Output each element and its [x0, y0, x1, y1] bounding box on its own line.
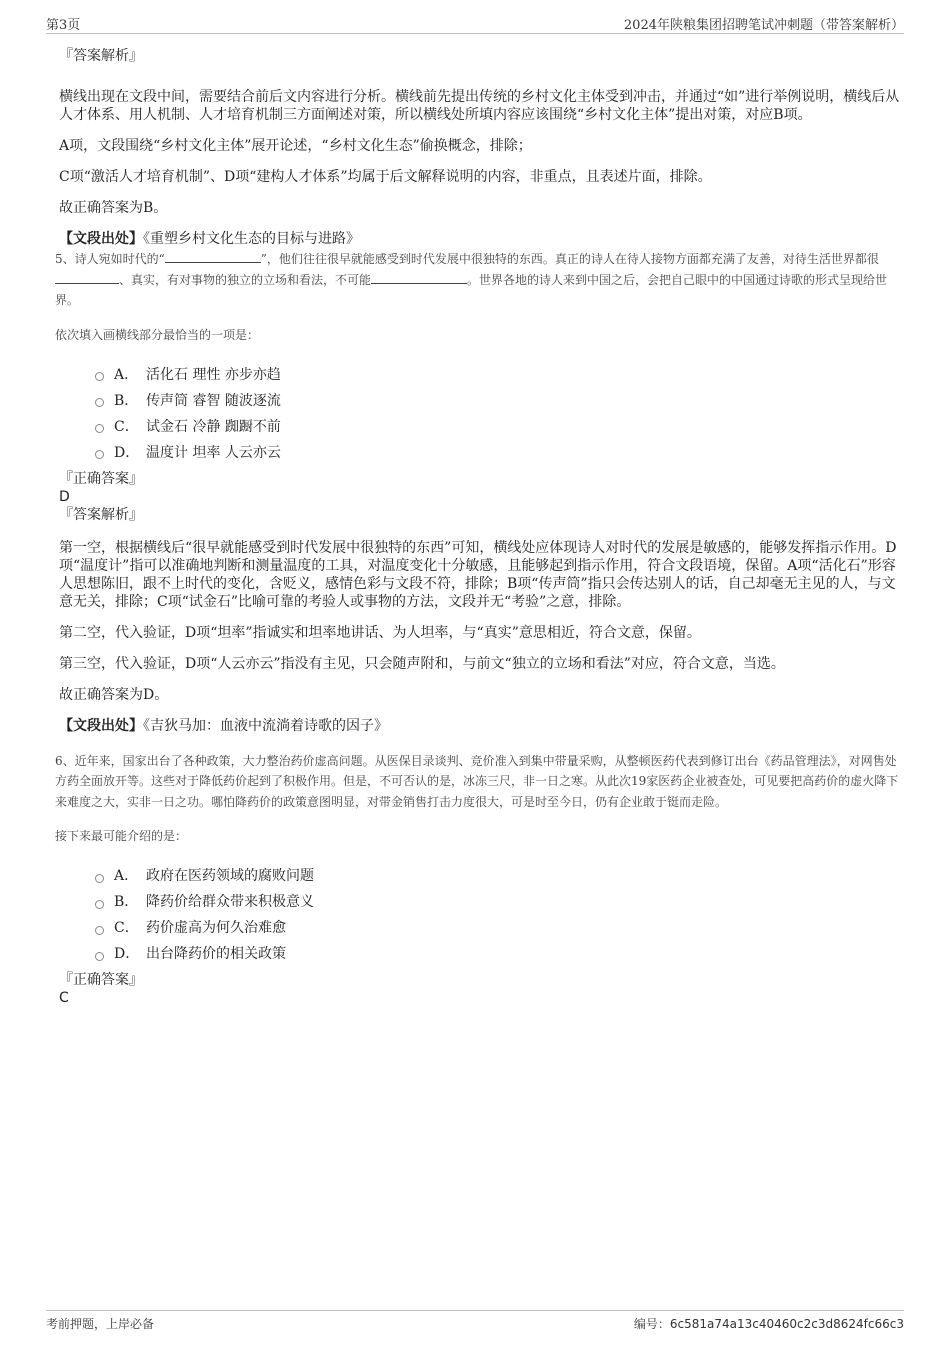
- question-6-stem: 6、近年来，国家出台了各种政策，大力整治药价虚高问题。从医保目录谈判、竞价准入到集中带量采购，从整顿医药代表到修订出台《药品管理法》，对网售处方药全面放开等。这些对于降低药价起到了积极作用。但是，不可否认的是，冰冻三尺，非一日之寒。从此次19家医药企业被查处，可见要把高药价的虚火降下来难度之大，实非一日之功。哪怕降药价的政策意图明显，对带金销售打击力度很大，可是时至今日，仍有企业敢于铤而走险。: [55, 753, 899, 809]
- q5-analysis-paragraph: 第三空，代入验证，D项“人云亦云”指没有主见，只会随声附和，与前文“独立的立场和看法”对应，符合文意，当选。: [59, 655, 785, 672]
- q5-answer: D: [59, 488, 70, 505]
- q5-options: [95, 362, 900, 466]
- q6-option-b[interactable]: B． 降药价给群众带来积极意义: [95, 889, 900, 915]
- q5-blank-3: [371, 271, 467, 284]
- q5-source-title: 《吉狄马加：血液中流淌着诗歌的因子》: [143, 717, 388, 734]
- footer-slogan: 考前押题，上岸必备: [46, 1317, 155, 1331]
- prev-analysis-paragraph: A项，文段围绕“乡村文化主体”展开论述，“乡村文化生态”偷换概念，排除；: [59, 138, 532, 154]
- q5-analysis-paragraph: 第一空，根据横线后“很早就能感受到时代发展中很独特的东西”可知，横线处应体现诗人对时代的发展是敏感的，能够发挥指示作用。D项“温度计”指可以准确地判断和测量温度的工具，对温度变化十分敏感，且能够起到指示作用，符合文段语境，保留。A项“活化石”形容人思想陈旧，跟不上时代的变化，含贬义，感情色彩与文段不符，排除；B项“传声筒”指只会传达别人的话，自己却毫无主见的人，与文意无关，排除；C项“试金石”比喻可靠的考验人或事物的方法，文段并无“考验”之意，排除。: [59, 539, 897, 610]
- radio-icon[interactable]: [95, 926, 104, 935]
- q5-source: [59, 717, 900, 735]
- question-5-stem: [55, 249, 900, 311]
- q5-analysis-paragraph: 故正确答案为D。: [59, 686, 169, 703]
- q6-option-a[interactable]: A． 政府在医药领域的腐败问题: [95, 863, 900, 889]
- q5-answer-label: 『正确答案』: [59, 470, 143, 487]
- q5-prompt: 依次填入画横线部分最恰当的一项是：: [55, 327, 260, 342]
- q6-option-c[interactable]: C． 药价虚高为何久治难愈: [95, 915, 900, 941]
- radio-icon[interactable]: [95, 424, 104, 433]
- radio-icon[interactable]: [95, 398, 104, 407]
- q5-option-b[interactable]: B． 传声筒 睿智 随波逐流: [95, 388, 900, 414]
- q5-option-a[interactable]: A． 活化石 理性 亦步亦趋: [95, 362, 900, 388]
- radio-icon[interactable]: [95, 952, 104, 961]
- prev-analysis-label: 『答案解析』: [59, 48, 143, 64]
- q5-blank-2: [55, 271, 119, 284]
- document-code-value: 6c581a74a13c40460c2c3d8624fc66c3: [669, 1317, 904, 1331]
- q5-text-part: 5、诗人宛如时代的“: [55, 252, 165, 266]
- document-title: 2024年陕粮集团招聘笔试冲刺题（带答案解析）: [623, 18, 904, 33]
- q6-prompt: 接下来最可能介绍的是：: [55, 829, 188, 843]
- q6-option-d[interactable]: D． 出台降药价的相关政策: [95, 941, 900, 967]
- q5-analysis-label: 『答案解析』: [59, 506, 143, 523]
- q5-analysis-paragraph: 第二空，代入验证，D项“坦率”指诚实和坦率地讲话、为人坦率，与“真实”意思相近，符合文意，保留。: [59, 624, 701, 641]
- page-number: 第3页: [46, 18, 81, 33]
- document-code: [634, 1315, 904, 1332]
- prev-source-label: 【文段出处】: [59, 231, 143, 247]
- prev-analysis-paragraph: 故正确答案为B。: [59, 200, 168, 216]
- q6-answer: C: [59, 990, 69, 1006]
- radio-icon[interactable]: [95, 450, 104, 459]
- radio-icon[interactable]: [95, 900, 104, 909]
- q5-source-label: 【文段出处】: [59, 717, 143, 734]
- radio-icon[interactable]: [95, 372, 104, 381]
- q5-option-d[interactable]: D． 温度计 坦率 人云亦云: [95, 440, 900, 466]
- prev-analysis-paragraph: 横线出现在文段中间，需要结合前后文内容进行分析。横线前先提出传统的乡村文化主体受到冲击，并通过“如”进行举例说明，横线后从人才体系、用人机制、人才培育机制三方面阐述对策，所以横线处所填内容应该围绕“乡村文化主体”提出对策，对应B项。: [59, 89, 900, 123]
- page-header: [46, 13, 904, 34]
- prev-analysis-paragraph: C项“激活人才培育机制”、D项“建构人才体系”均属于后文解释说明的内容，非重点，且表述片面，排除。: [59, 169, 712, 185]
- radio-icon[interactable]: [95, 874, 104, 883]
- q6-answer-label: 『正确答案』: [59, 972, 143, 988]
- q5-text-part: 、真实，有对事物的独立的立场和看法，不可能: [119, 272, 372, 287]
- page-footer: [46, 1310, 904, 1333]
- q5-blank-1: [165, 250, 261, 263]
- q6-options: [95, 863, 900, 967]
- prev-source-title: 《重塑乡村文化生态的目标与进路》: [143, 231, 360, 247]
- page-content: [55, 43, 900, 1007]
- prev-source: [59, 230, 900, 248]
- q5-text-part: 。世界各地的诗人来到中国之后，会把自己眼中的中国通过诗歌的形式呈现给世界。: [55, 272, 888, 307]
- document-code-label: 编号：: [633, 1317, 670, 1331]
- q5-text-part: ”，他们往往很早就能感受到时代发展中很独特的东西。真正的诗人在待人接物方面都充满了友善，对待生活世界都很: [260, 252, 879, 266]
- q5-option-c[interactable]: C． 试金石 冷静 踟蹰不前: [95, 414, 900, 440]
